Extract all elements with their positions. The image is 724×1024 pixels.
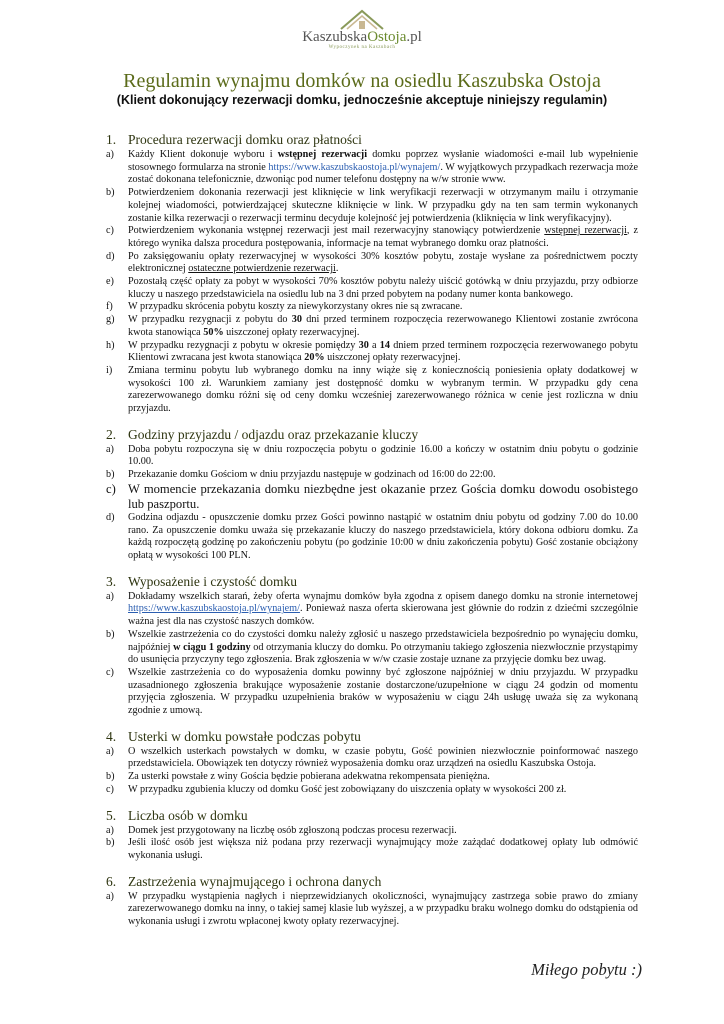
text-run: Domek jest przygotowany na liczbę osób zgłoszoną podczas procesu rezerwacji.	[128, 824, 457, 836]
section-6	[106, 874, 638, 929]
text-run: domku poprzez wysłanie wiadomości e-mail lub wypełnienie stosownego formularza na stronie	[128, 149, 639, 173]
text-run: Potwierdzeniem wykonania wstępnej rezerwacji jest mail rezerwacyjny stanowiący potwierdzenie	[128, 225, 545, 237]
list-item	[106, 825, 638, 838]
item-letter: b)	[106, 628, 115, 640]
section-number: 2.	[106, 426, 117, 442]
text-run: a	[368, 339, 380, 351]
closing-note: Miłego pobytu :)	[531, 960, 642, 979]
text-run: Po zaksięgowaniu opłaty rezerwacyjnej w wysokości 30% kosztów pobytu, zostaje wysłane za pośrednictwem poczty elektronicznej	[128, 250, 638, 275]
list-item	[106, 667, 638, 718]
item-text	[128, 469, 638, 482]
list-item	[106, 482, 638, 512]
section-heading	[106, 427, 638, 442]
section-title: Liczba osób w domku	[128, 807, 248, 823]
text-run: Przekazanie domku Gościom w dniu przyjazdu następuje w godzinach od 16:00 do 22:00.	[128, 469, 496, 481]
website-link[interactable]: https://www.kaszubskaostoja.pl/wynajem/	[268, 161, 441, 173]
house-roof-icon	[337, 8, 387, 30]
section-title: Zastrzeżenia wynajmującego i ochrona danych	[128, 873, 382, 889]
item-text	[128, 314, 638, 339]
item-letter: f)	[106, 301, 113, 313]
text-run: Zmiana terminu pobytu lub wybranego domku na inny wiąże się z koniecznością poniesienia opłaty dodatkowej w wysokości 100 zł. Warunkiem zamiany jest dostępność domku w wybranym termin. W przypadku gdy cena zarezerwowanego domku różni się od ceny domku wcześniej zarezerwowanego różnica w cenie jest rozliczna w dniu przyjazdu.	[128, 364, 638, 415]
item-letter: a)	[106, 890, 114, 902]
section-heading	[106, 132, 638, 147]
bold-text: w ciągu 1 godziny	[173, 641, 251, 653]
section-2	[106, 427, 638, 563]
item-text	[128, 251, 638, 276]
list-item	[106, 784, 638, 797]
list-item	[106, 891, 638, 929]
bold-text: 30	[358, 339, 369, 351]
text-run: W momencie przekazania domku niezbędne jest okazanie przez Gościa domku dowodu osobistego lub paszportu.	[128, 481, 638, 511]
text-run: . W wyjątkowych przypadkach rezerwacja może zostać dokonana telefonicznie, dzwoniąc pod numer telefonu dostępny na w/w stronie www.	[128, 161, 639, 186]
list-item	[106, 187, 638, 225]
item-text	[128, 149, 638, 187]
text-run: Wszelkie zastrzeżenia co do wyposażenia domku powinny być zgłoszone najpóźniej w dniu przyjazdu. W przypadku uzasadnionego zgłoszenia brakujące wyposażenie zostanie dostarczone/uzupełnione w ciągu 24 godzin od momentu przyjęcia zgłoszenia. W przypadku uzupełnienia braków w wyposażeniu w ciągu 24h usługę uważa się za wykonaną zgodnie z umową.	[128, 666, 638, 717]
page-title: Regulamin wynajmu domków na osiedlu Kaszubska Ostoja	[123, 70, 601, 92]
list-item	[106, 301, 638, 314]
text-run: Każdy Klient dokonuje wyboru i	[128, 149, 278, 160]
text-run: O wszelkich usterkach powstałych w domku, w czasie pobytu, Gość powinien niezwłocznie poinformować naszego przedstawiciela. Obowiązek ten dotyczy również wyposażenia domku oraz urządzeń na osiedlu Kaszubska Ostoja.	[128, 745, 638, 770]
list-item	[106, 340, 638, 365]
item-text	[128, 301, 638, 314]
item-letter: a)	[106, 824, 114, 836]
bold-text: 30	[291, 314, 302, 326]
section-heading	[106, 729, 638, 744]
text-run: Godzina odjazdu - opuszczenie domku przez Gości powinno nastąpić w ostatnim dniu pobytu od godziny 7.00 do 10.00 rano. Za opuszczenie domku uważa się przekazanie kluczy do naszego przedstawiciela, który dokona odbioru domku. Za każdą rozpoczętą godzinę po zakończeniu pobytu (po godzinie 10:00 w dniu zakończenia pobytu) Gość zostanie obciążony opłatą w wysokości 100 PLN.	[128, 511, 638, 561]
page-subtitle: (Klient dokonujący rezerwacji domku, jednocześnie akceptuje niniejszy regulamin)	[116, 93, 608, 107]
logo-wordmark: KaszubskaOstoja.pl	[302, 29, 422, 45]
item-letter: h)	[106, 339, 115, 351]
text-run: W przypadku wystąpienia nagłych i nieprzewidzianych okoliczności, wynajmujący zastrzega sobie prawo do zmiany zarezerwowanego domku na inny, o takiej samej klasie lub wyższej, a w przypadku braku wolnego domku do odstąpienia od wykonania usługi i zwrotu wpłaconej kwoty opłaty rezerwacyjnej.	[128, 890, 638, 928]
section-number: 1.	[106, 132, 117, 147]
list-item	[106, 512, 638, 563]
list-item	[106, 365, 638, 416]
item-text	[128, 784, 638, 797]
item-text	[128, 225, 638, 250]
item-text	[128, 444, 638, 469]
section-heading	[106, 574, 638, 589]
item-letter: a)	[106, 149, 114, 160]
text-run: Potwierdzeniem dokonania rezerwacji jest kliknięcie w link weryfikacji rezerwacji w otrzymanym mailu i otrzymanie kolejnej wiadomości, potwierdzającej skuteczne kliknięcie w link. W przypadku gdy na ten sam termin wykonanych zostanie kilka rezerwacji o rezerwacji terminu decyduje kolejność jej potwierdzenia (kliknięcia w link weryfikacyjny).	[128, 187, 638, 224]
bold-text: wstępnej rezerwacji	[277, 149, 368, 160]
text-run: W przypadku zgubienia kluczy od domku Gość jest zobowiązany do uiszczenia opłaty w wysokości 200 zł.	[128, 783, 567, 795]
item-text	[128, 512, 638, 563]
section-title: Usterki w domku powstałe podczas pobytu	[128, 728, 361, 744]
section-heading	[106, 808, 638, 823]
item-letter: c)	[106, 225, 114, 237]
text-run: Wszelkie zastrzeżenia co do czystości domku należy zgłosić u naszego przedstawiciela bezpośrednio po wynajęciu domku, najpóźniej	[128, 628, 638, 653]
item-letter: c)	[106, 783, 114, 795]
regulations-body	[106, 132, 638, 940]
section-heading	[106, 874, 638, 889]
item-text	[128, 187, 638, 225]
bold-text: 50%	[203, 326, 224, 338]
item-text	[128, 667, 638, 718]
section-4	[106, 729, 638, 797]
underlined-text: wstępnej rezerwacji	[544, 225, 627, 237]
item-letter: b)	[106, 837, 115, 849]
text-run: Pozostałą część opłaty za pobyt w wysokości 70% kosztów pobytu należy uiścić gotówką w dniu przyjazdu, przy odbiorze kluczy u naszego przedstawiciela na osiedlu lub na 3 dni przed pobytem na podany numer konta bankowego.	[128, 276, 638, 300]
text-run: od otrzymania kluczy do domku. Po otrzymaniu takiego zgłoszenia niezwłocznie przystąpimy do usunięcia przyczyny tego zgłoszenia. Brak zgłoszenia w w/w czasie zostaje uznane za przyjęcie domku bez uwag.	[128, 641, 639, 666]
item-letter: b)	[106, 187, 115, 199]
item-letter: e)	[106, 276, 114, 288]
section-number: 4.	[106, 728, 117, 744]
item-letter: b)	[106, 469, 115, 481]
item-letter: c)	[106, 666, 114, 678]
item-letter: d)	[106, 511, 115, 523]
text-run: , z którego wynika dalsza procedura postępowania, informacje na temat wybranego domku oraz płatności.	[128, 225, 639, 249]
text-run: uiszczonej opłaty rezerwacyjnej.	[223, 326, 360, 338]
section-5	[106, 808, 638, 863]
list-item	[106, 149, 638, 187]
list-item	[106, 469, 638, 482]
logo-tagline: Wypoczynek na Kaszubach	[328, 45, 396, 50]
item-letter: a)	[106, 745, 114, 757]
text-run: dniem przed terminem rozpoczęcia rezerwowanego pobytu Klientowi zwracana jest kwota stanowiąca	[128, 339, 638, 364]
list-item	[106, 444, 638, 469]
section-number: 3.	[106, 573, 117, 589]
section-title: Godziny przyjazdu / odjazdu oraz przekazanie kluczy	[128, 426, 419, 442]
item-letter: d)	[106, 250, 115, 262]
item-text	[128, 276, 638, 301]
item-letter: g)	[106, 314, 115, 326]
list-item	[106, 771, 638, 784]
item-letter: c)	[106, 481, 116, 496]
item-text	[128, 746, 638, 771]
text-run: W przypadku skrócenia pobytu koszty za niewykorzystany okres nie są zwracane.	[128, 301, 463, 313]
logo	[0, 8, 724, 50]
text-run: .	[335, 263, 339, 275]
item-text	[128, 891, 638, 929]
item-text	[128, 825, 638, 838]
section-3	[106, 574, 638, 718]
section-title: Procedura rezerwacji domku oraz płatności	[128, 132, 362, 147]
bold-text: 14	[379, 339, 390, 351]
list-item	[106, 837, 638, 862]
section-title: Wyposażenie i czystość domku	[128, 573, 298, 589]
list-item	[106, 251, 638, 276]
text-run: Jeśli ilość osób jest większa niż podana przy rezerwacji wynajmujący może zażądać dodatkowej opłaty lub odmówić wykonania usługi.	[128, 837, 638, 861]
text-run: dni przed terminem rozpoczęcia rezerwowanego Klientowi zostanie zwrócona kwota stanowiąca	[128, 314, 638, 338]
text-run: Za usterki powstałe z winy Gościa będzie pobierana adekwatna rekompensata pieniężna.	[128, 771, 490, 783]
list-item	[106, 225, 638, 250]
website-link[interactable]: https://www.kaszubskaostoja.pl/wynajem/	[128, 603, 300, 615]
item-letter: a)	[106, 443, 114, 455]
item-text	[128, 482, 638, 512]
item-text	[128, 591, 638, 629]
bold-text: 20%	[304, 352, 325, 364]
item-text	[128, 837, 638, 862]
section-number: 5.	[106, 807, 117, 823]
text-run: Dokładamy wszelkich starań, żeby oferta wynajmu domków była zgodna z opisem danego domku na stronie internetowej	[128, 590, 638, 602]
item-text	[128, 365, 638, 416]
item-text	[128, 340, 638, 365]
item-letter: i)	[106, 364, 113, 376]
section-number: 6.	[106, 873, 117, 889]
list-item	[106, 746, 638, 771]
list-item	[106, 276, 638, 301]
section-1	[106, 132, 638, 416]
list-item	[106, 314, 638, 339]
text-run: W przypadku rezygnacji z pobytu do	[128, 314, 292, 326]
item-letter: b)	[106, 771, 115, 783]
text-run: Doba pobytu rozpoczyna się w dniu rozpoczęcia pobytu o godzinie 16.00 a kończy w ostatnim dniu pobytu o godzinie 10.00.	[128, 443, 638, 468]
text-run: . Ponieważ nasza oferta skierowana jest głównie do rodzin z dziećmi szczególnie ważna jest dla nas czystość naszych domków.	[128, 603, 638, 628]
item-text	[128, 771, 638, 784]
item-letter: a)	[106, 590, 114, 602]
underlined-text: ostateczne potwierdzenie rezerwacji	[188, 263, 336, 275]
item-text	[128, 629, 638, 667]
list-item	[106, 629, 638, 667]
list-item	[106, 591, 638, 629]
text-run: W przypadku rezygnacji z pobytu w okresie pomiędzy	[128, 339, 359, 351]
text-run: uiszczonej opłaty rezerwacyjnej.	[324, 352, 461, 364]
